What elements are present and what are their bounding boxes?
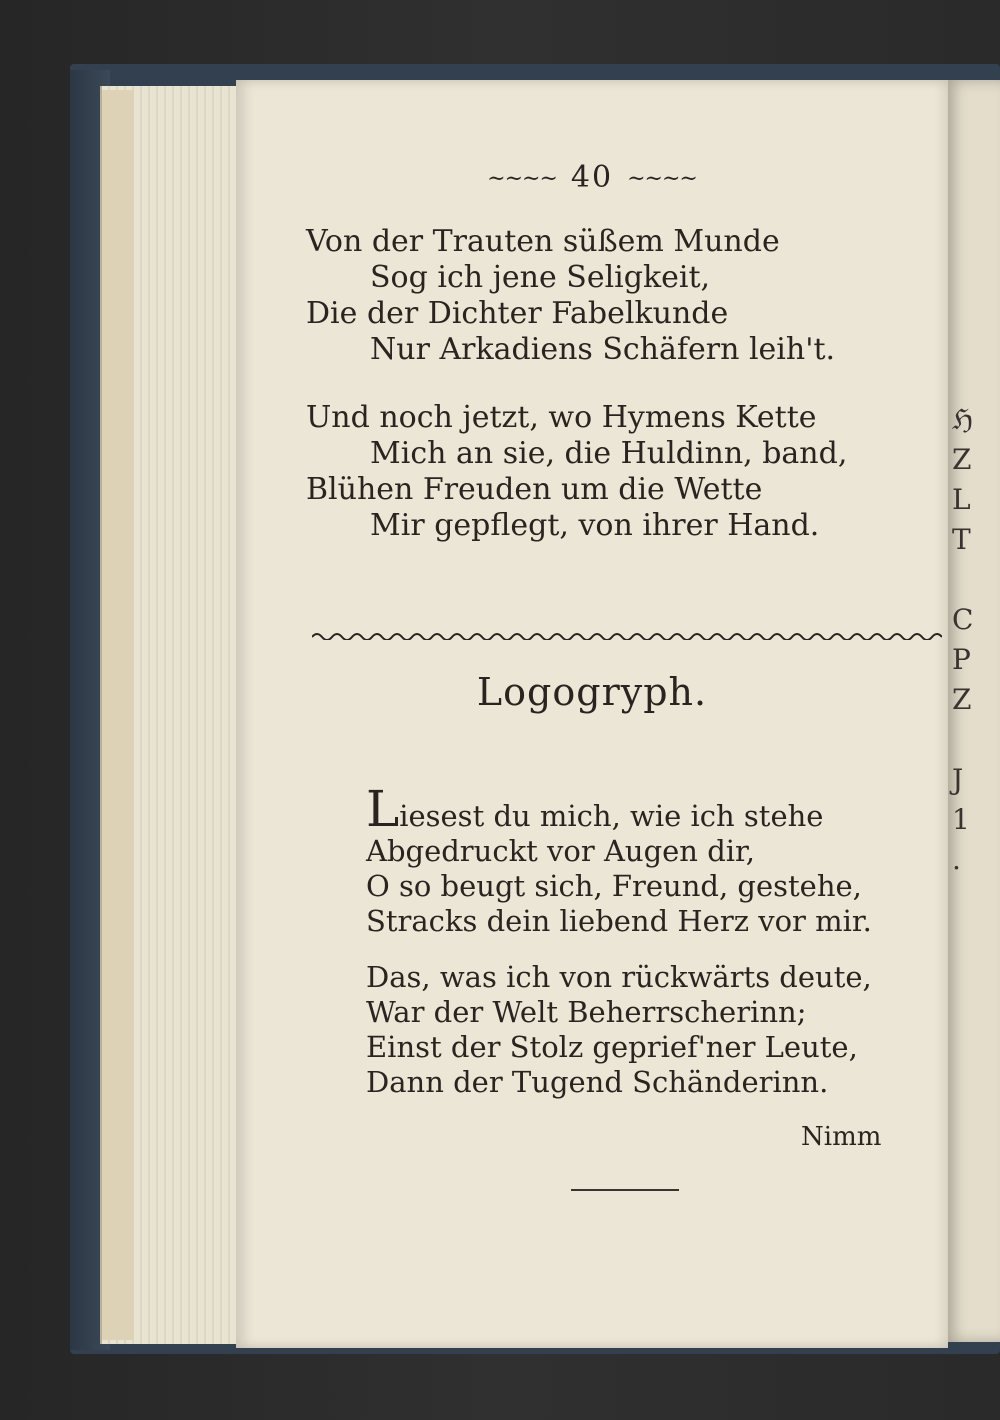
verse-line: Abgedruckt vor Augen dir, <box>366 834 755 868</box>
stanza-3 <box>366 780 872 939</box>
page-number: 40 <box>570 160 614 195</box>
end-rule <box>571 1189 679 1191</box>
wavy-divider-line <box>312 631 942 640</box>
wavy-divider <box>312 628 942 640</box>
page-header <box>236 160 948 195</box>
verse-line: Nur Arkadiens Schäfern leih't. <box>370 332 836 367</box>
verse-line-first <box>366 780 872 838</box>
poem-title: Logogryph. <box>476 670 708 714</box>
verse-line: O so beugt sich, Freund, gestehe, <box>366 869 862 903</box>
verse-line: Mir gepflegt, von ihrer Hand. <box>370 508 820 543</box>
verse-line: Das, was ich von rückwärts deute, <box>366 960 872 994</box>
header-ornament-left: ~~~~ <box>487 166 557 192</box>
header-ornament-right: ~~~~ <box>627 166 697 192</box>
verse-line: War der Welt Beherrscherinn; <box>366 995 807 1029</box>
verse-line: Blühen Freuden um die Wette <box>306 472 763 507</box>
verse-line: Stracks dein liebend Herz vor mir. <box>366 904 872 938</box>
adjacent-page <box>944 80 1000 1342</box>
stanza-4 <box>366 960 872 1100</box>
verse-line: Sog ich jene Seligkeit, <box>370 260 711 295</box>
book-page <box>236 80 948 1348</box>
verse-line: Einst der Stolz geprief'ner Leute, <box>366 1030 858 1064</box>
verse-line: Dann der Tugend Schänderinn. <box>366 1065 829 1099</box>
verse-line: Mich an sie, die Huldinn, band, <box>370 436 848 471</box>
verse-line: Von der Trauten süßem Munde <box>306 224 780 259</box>
drop-cap: L <box>366 780 400 838</box>
verse-line-rest: iesest du mich, wie ich stehe <box>399 799 824 833</box>
verse-line: Die der Dichter Fabelkunde <box>306 296 729 331</box>
verse-line: Und noch jetzt, wo Hymens Kette <box>306 400 817 435</box>
page-stack-edge <box>102 90 134 1340</box>
stanza-1 <box>306 224 835 368</box>
adjacent-page-fragments: ℌ Z L T C P Z J 1 . <box>952 403 974 876</box>
stanza-2 <box>306 400 847 544</box>
catchword: Nimm <box>801 1122 882 1152</box>
